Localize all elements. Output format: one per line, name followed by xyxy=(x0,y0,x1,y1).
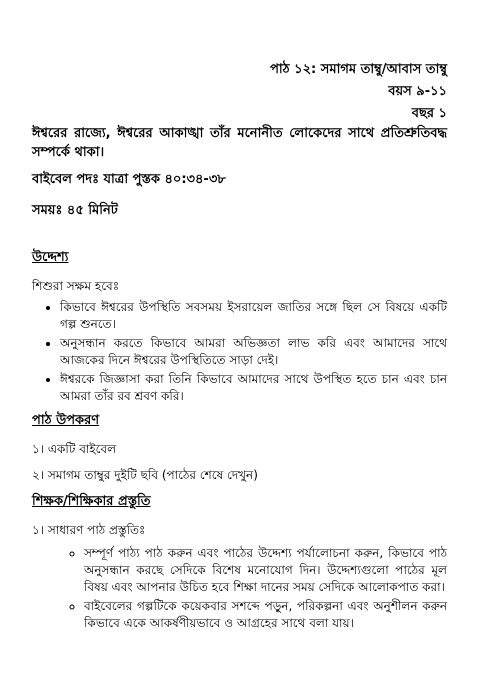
objectives-heading: উদ্দেশ্য xyxy=(32,250,69,265)
materials-item-2: ২। সমাগম তাম্বুর দুইটি ছবি (পাঠের শেষে দেখুন) xyxy=(32,468,258,482)
bible-passage: বাইবেল পদঃ যাত্রা পুস্তক ৪০:৩৪-৩৮ xyxy=(32,172,226,187)
list-item: ◦ সম্পূর্ণ পাঠ্য পাঠ করুন এবং পাঠের উদ্দেশ্য পর্যালোচনা করুন, কিভাবে পাঠ অনুসন্ধান করছে সেদিকে বিশেষ মনোযোগ দিন। উদ্দেশ্যগুলো পাঠের মূল বিষয় এবং আপনার উচিত হবে শিক্ষা দানের সময় সেদিকে আলোকপাত করা। xyxy=(84,545,447,596)
year-label: বছর ১ xyxy=(411,106,447,121)
age-range: বয়স ৯-১১ xyxy=(388,84,447,99)
lesson-theme: ঈশ্বরের রাজ্যে, ঈশ্বরের আকাঙ্খা তাঁর মনোনীত লোকেদের সাথে প্রতিশ্রুতিবদ্ধ সম্পর্কে থাকা। xyxy=(32,126,447,160)
preparation-lead: ১। সাধারণ পাঠ প্রস্তুতিঃ xyxy=(32,523,146,537)
list-item: ◦ বাইবেলের গল্পটিকে কয়েকবার সশব্দে পড়ুন, পরিকল্পনা এবং অনুশীলন করুন কিভাবে একে আকর্ষণীয়ভাবে ও আগ্রহের সাথে বলা যায়। xyxy=(84,598,447,632)
materials-item-1: ১। একটি বাইবেল xyxy=(32,442,117,456)
objectives-list xyxy=(32,299,447,405)
list-item: • কিভাবে ঈশ্বরের উপস্থিতি সবসময় ইসরায়েল জাতির সঙ্গে ছিল সে বিষয়ে একটি গল্প শুনতে। xyxy=(60,299,447,333)
objectives-lead: শিশুরা সক্ষম হবেঃ xyxy=(32,279,120,293)
document-body xyxy=(32,124,447,634)
preparation-heading: শিক্ষক/শিক্ষিকার প্রস্তুতি xyxy=(32,494,151,509)
materials-heading: পাঠ উপকরণ xyxy=(32,413,100,428)
lesson-title: পাঠ ১২: সমাগম তাম্বু/আবাস তাম্বু xyxy=(270,62,447,77)
list-item: • অনুসন্ধান করতে কিভাবে আমরা অভিজ্ঞতা লাভ করি এবং আমাদের সাথে আজকের দিনে ঈশ্বরের উপস্থিতিতে সাড়া দেই। xyxy=(60,335,447,369)
preparation-list xyxy=(32,545,447,632)
lesson-time: সময়ঃ ৪৫ মিনিট xyxy=(32,203,118,218)
list-item: • ঈশ্বরকে জিজ্ঞাসা করা তিনি কিভাবে আমাদের সাথে উপস্থিত হতে চান এবং চান আমরা তাঁর রব শ্রবণ করি। xyxy=(60,371,447,405)
